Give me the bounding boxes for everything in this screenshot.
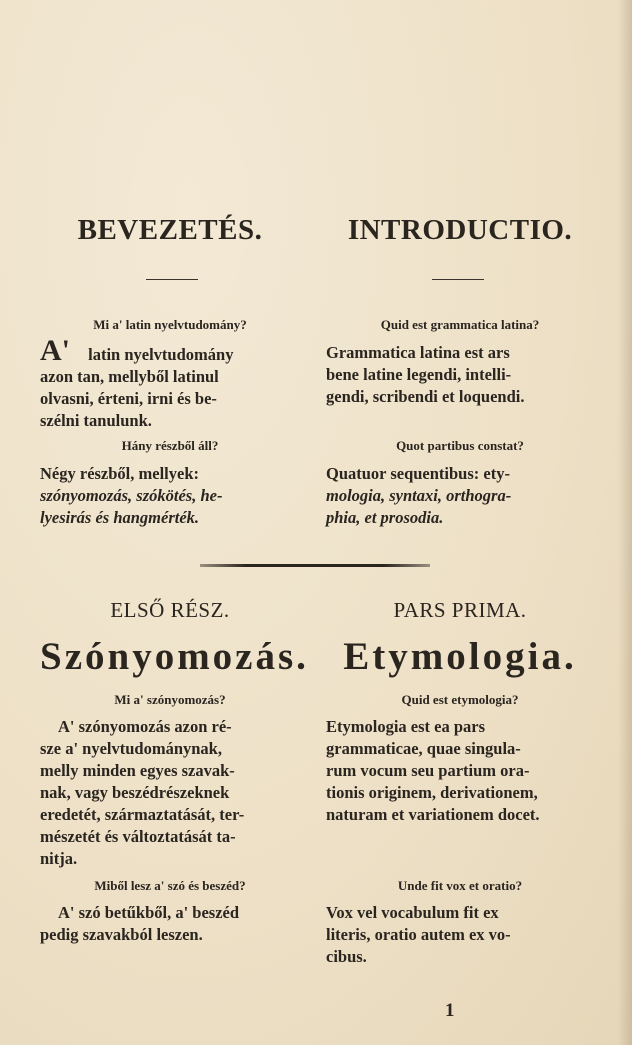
answer-1 — [326, 342, 588, 408]
answer-3 — [326, 716, 588, 826]
answer-4 — [326, 902, 588, 968]
answer-4-line-1: A' szó betűkből, a' beszéd — [58, 903, 240, 922]
question-4: Miből lesz a' szó és beszéd? — [94, 878, 246, 893]
question-1: Quid est grammatica latina? — [380, 317, 540, 332]
question-2: Quot partibus constat? — [396, 438, 524, 453]
answer-1-line-2: bene latine legendi, intelli- — [326, 365, 512, 384]
answer-3-line-4: nak, vagy beszédrészeknek — [40, 783, 230, 802]
answer-2 — [326, 463, 588, 529]
answer-4 — [40, 902, 284, 946]
question-1: Mi a' latin nyelvtudomány? — [93, 317, 247, 332]
section-divider-rule — [200, 564, 430, 567]
question-3: Mi a' szónyomozás? — [114, 692, 226, 707]
answer-3-line-1: A' szónyomozás azon ré- — [58, 717, 232, 736]
drop-cap: A' — [40, 334, 70, 367]
question-3: Quid est etymologia? — [401, 692, 519, 707]
answer-4-line-2: literis, oratio autem ex vo- — [326, 925, 511, 944]
answer-3-line-3: melly minden egyes szavak- — [40, 761, 235, 780]
part-label-hu: ELSŐ RÉSZ. — [110, 598, 230, 622]
answer-2-line-2: mologia, syntaxi, orthogra- — [326, 486, 512, 505]
page-edge-shadow — [618, 0, 632, 1045]
answer-4-line-3: cibus. — [326, 947, 367, 966]
question-2: Hány részből áll? — [121, 438, 219, 453]
answer-2-line-2: szónyomozás, szókötés, he- — [40, 486, 223, 505]
answer-2 — [40, 463, 284, 529]
answer-2-line-3: phia, et prosodia. — [326, 508, 444, 527]
answer-1-line-3: olvasni, érteni, irni és be- — [40, 389, 217, 408]
answer-3-line-2: sze a' nyelvtudománynak, — [40, 739, 222, 758]
answer-1 — [40, 334, 284, 432]
answer-3-line-3: rum vocum seu partium ora- — [326, 761, 530, 780]
answer-2-line-1: Négy részből, mellyek: — [40, 464, 199, 483]
answer-3-line-7: nitja. — [40, 849, 78, 868]
part-label-la: PARS PRIMA. — [393, 598, 527, 622]
answer-3 — [40, 716, 284, 870]
part-title-la: Etymologia. — [343, 635, 577, 678]
heading-bevezetes: BEVEZETÉS. — [77, 214, 263, 246]
heading-introductio: INTRODUCTIO. — [347, 214, 573, 246]
answer-1-line-2: azon tan, mellyből latinul — [40, 367, 219, 386]
answer-3-line-5: naturam et variationem docet. — [326, 805, 540, 824]
answer-1-line-4: szélni tanulunk. — [40, 411, 152, 430]
answer-1-line-1: A' latin nyelvtudomány — [40, 334, 234, 367]
answer-3-line-4: tionis originem, derivationem, — [326, 783, 538, 802]
heading-rule — [432, 279, 484, 280]
answer-3-line-5: eredetét, származtatását, ter- — [40, 805, 245, 824]
heading-rule — [146, 279, 198, 280]
question-4: Unde fit vox et oratio? — [397, 878, 523, 893]
answer-3-line-2: grammaticae, quae singula- — [326, 739, 521, 758]
answer-2-line-3: lyesirás és hangmérték. — [40, 508, 200, 527]
answer-2-line-1: Quatuor sequentibus: ety- — [326, 464, 510, 483]
page-number: 1 — [445, 1000, 455, 1021]
answer-3-line-1: Etymologia est ea pars — [326, 717, 486, 736]
answer-1-line-3: gendi, scribendi et loquendi. — [326, 387, 525, 406]
answer-4-line-1: Vox vel vocabulum fit ex — [326, 903, 499, 922]
part-title-hu: Szónyomozás. — [40, 635, 309, 678]
answer-3-line-6: mészetét és változtatását ta- — [40, 827, 236, 846]
answer-4-line-2: pedig szavakból leszen. — [40, 925, 203, 944]
answer-1-line-1: Grammatica latina est ars — [326, 343, 510, 362]
